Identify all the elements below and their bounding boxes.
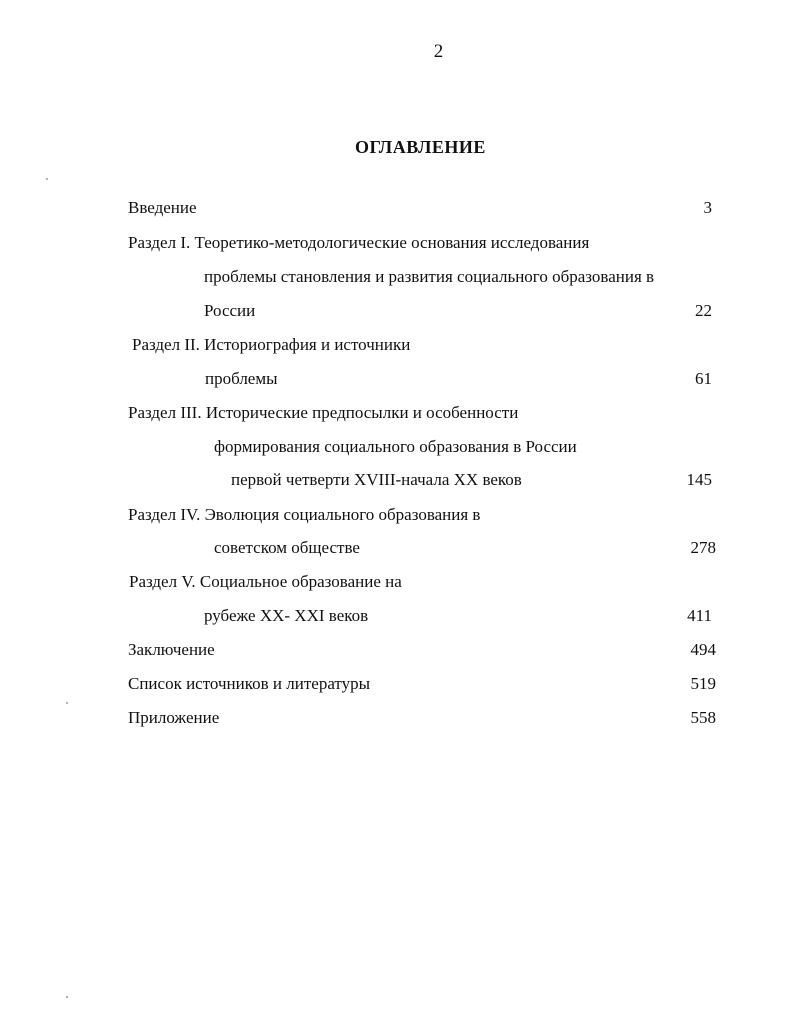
scan-speck <box>46 178 48 180</box>
toc-entry-label: Заключение <box>128 640 215 659</box>
toc-entry-page: 22 <box>695 301 712 320</box>
toc-entry-line: Раздел V. Социальное образование на <box>129 572 402 591</box>
toc-entry-line: Раздел I. Теоретико-методологические основания исследования <box>128 233 590 252</box>
toc-entry-page: 519 <box>690 674 716 693</box>
toc-entry-page: 145 <box>686 470 712 489</box>
toc-entry-line: России <box>204 301 256 320</box>
toc-entry-label: Приложение <box>128 708 220 727</box>
toc-entry-line: Раздел III. Исторические предпосылки и особенности <box>128 403 519 422</box>
toc-entry-page: 61 <box>695 369 712 388</box>
toc-entry-label: Список источников и литературы <box>128 674 371 693</box>
toc-entry-line: формирования социального образования в России <box>214 437 577 456</box>
toc-entry-page: 494 <box>690 640 716 659</box>
scan-speck <box>66 702 68 704</box>
toc-entry-line: первой четверти XVIII-начала XX веков <box>231 470 522 489</box>
toc-entry-label: Введение <box>128 198 197 217</box>
toc-entry-line: Раздел II. Историография и источники <box>132 335 411 354</box>
toc-entry-page: 3 <box>703 198 712 217</box>
toc-entry-line: проблемы <box>205 369 278 388</box>
toc-entry-page: 411 <box>687 606 712 625</box>
toc-entry-line: Раздел IV. Эволюция социального образования в <box>128 505 481 524</box>
toc-entry-line: рубеже XX- XXI веков <box>204 606 369 625</box>
toc-entry-page: 558 <box>690 708 716 727</box>
page-number: 2 <box>433 41 444 62</box>
toc-entry-line: советском обществе <box>214 538 360 557</box>
toc-entry-page: 278 <box>690 538 716 557</box>
toc-entry-line: проблемы становления и развития социального образования в <box>204 267 655 286</box>
toc-title: ОГЛАВЛЕНИЕ <box>355 137 486 157</box>
scan-speck <box>66 996 68 998</box>
